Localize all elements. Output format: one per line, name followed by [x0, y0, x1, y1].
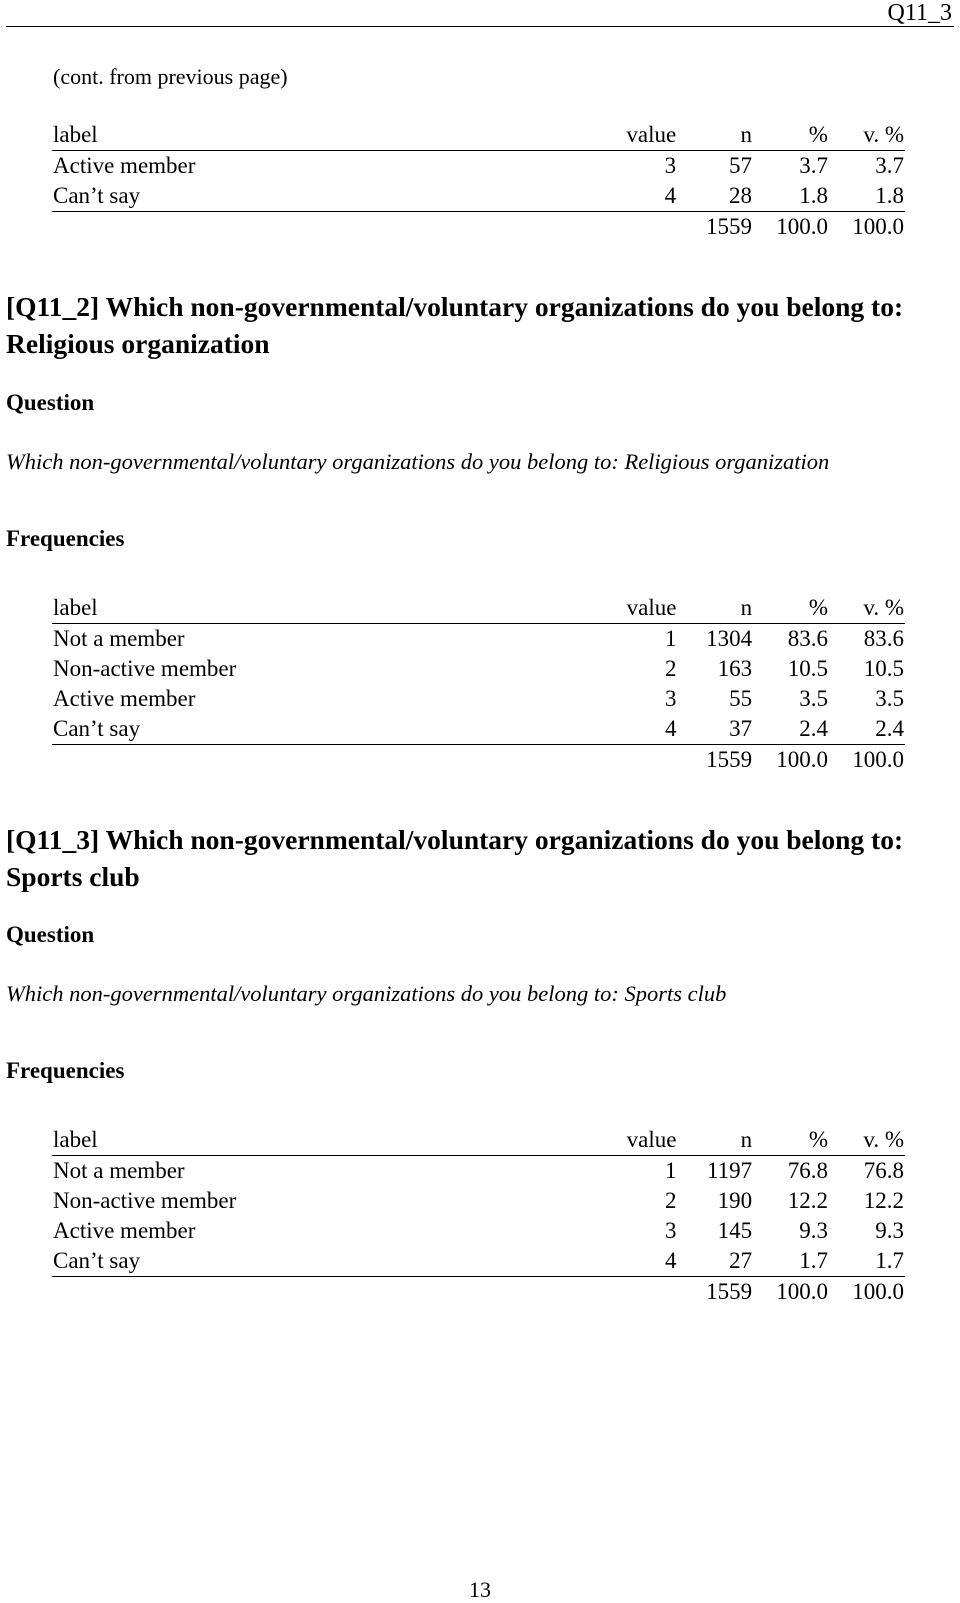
row-label: Active member — [53, 686, 196, 711]
table-row — [52, 624, 905, 655]
row-label: Not a member — [53, 626, 185, 651]
column-header-n: n — [740, 595, 753, 620]
column-header-percent: % — [808, 1127, 829, 1152]
table-row — [52, 684, 905, 714]
table-row — [52, 654, 905, 684]
row-percent: 1.7 — [799, 1248, 829, 1273]
row-n: 190 — [717, 1188, 753, 1213]
table-header-row — [52, 1125, 905, 1156]
row-n: 1304 — [706, 626, 753, 651]
frequency-table — [52, 1125, 905, 1307]
column-header-valid-percent: v. % — [863, 122, 904, 147]
table-total-row — [52, 745, 905, 776]
total-n: 1559 — [706, 1279, 753, 1304]
row-percent: 10.5 — [787, 656, 829, 681]
question-text: Which non-governmental/voluntary organizations do you belong to: Sports club — [6, 981, 727, 1006]
row-value: 3 — [664, 686, 677, 711]
table-total-row — [52, 212, 905, 243]
section-title: [Q11_2] Which non-governmental/voluntary organizations do you belong to: Religious organization — [6, 291, 904, 359]
row-value: 3 — [664, 1218, 677, 1243]
row-valid-percent: 76.8 — [863, 1158, 904, 1183]
column-header-label: label — [53, 595, 98, 620]
row-value: 3 — [664, 153, 677, 178]
row-percent: 1.8 — [799, 183, 828, 208]
row-percent: 76.8 — [787, 1158, 829, 1183]
total-valid-percent: 100.0 — [852, 214, 904, 239]
row-percent: 2.4 — [799, 716, 829, 741]
column-header-percent: % — [808, 122, 828, 147]
column-header-label: label — [53, 122, 98, 147]
row-valid-percent: 2.4 — [875, 716, 904, 741]
row-valid-percent: 3.5 — [875, 686, 904, 711]
row-n: 55 — [729, 686, 753, 711]
row-label: Can’t say — [53, 1248, 141, 1273]
row-n: 28 — [728, 183, 752, 208]
running-head-label: Q11_3 — [887, 0, 952, 26]
table-row — [52, 181, 905, 212]
row-valid-percent: 3.7 — [875, 153, 904, 178]
row-n: 145 — [717, 1218, 753, 1243]
row-n: 1197 — [706, 1158, 753, 1183]
row-valid-percent: 1.7 — [875, 1248, 904, 1273]
row-label: Non-active member — [53, 1188, 237, 1213]
table-row — [52, 1216, 905, 1246]
column-header-valid-percent: v. % — [863, 595, 904, 620]
table-total-row — [52, 1277, 905, 1308]
continued-frequency-table — [52, 120, 905, 242]
row-percent: 3.7 — [799, 153, 828, 178]
row-value: 4 — [664, 183, 677, 208]
total-percent: 100.0 — [776, 214, 828, 239]
question-heading: Question — [6, 390, 95, 415]
continuation-note: (cont. from previous page) — [53, 64, 288, 89]
table-header-row — [52, 593, 905, 624]
question-heading: Question — [6, 922, 95, 947]
row-n: 27 — [729, 1248, 753, 1273]
total-n: 1559 — [706, 747, 753, 772]
row-value: 2 — [664, 1188, 677, 1213]
row-label: Not a member — [53, 1158, 185, 1183]
row-value: 2 — [664, 656, 677, 681]
page-number: 13 — [469, 1577, 491, 1602]
row-label: Can’t say — [53, 716, 141, 741]
total-percent: 100.0 — [776, 747, 829, 772]
row-value: 1 — [664, 1158, 677, 1183]
row-valid-percent: 10.5 — [863, 656, 904, 681]
row-value: 4 — [664, 716, 677, 741]
row-n: 163 — [717, 656, 753, 681]
table-row — [52, 151, 905, 182]
column-header-valid-percent: v. % — [863, 1127, 904, 1152]
table-header-row — [52, 120, 905, 151]
table-row — [52, 1246, 905, 1277]
row-valid-percent: 83.6 — [863, 626, 904, 651]
total-percent: 100.0 — [776, 1279, 829, 1304]
row-n: 57 — [728, 153, 752, 178]
table-row — [52, 1156, 905, 1187]
column-header-value: value — [626, 1127, 677, 1152]
row-label: Active member — [53, 1218, 196, 1243]
row-label: Can’t say — [53, 183, 141, 208]
column-header-value: value — [626, 122, 677, 147]
row-percent: 9.3 — [799, 1218, 829, 1243]
row-percent: 12.2 — [787, 1188, 829, 1213]
row-percent: 3.5 — [799, 686, 829, 711]
row-value: 1 — [664, 626, 677, 651]
frequencies-heading: Frequencies — [6, 526, 125, 551]
row-valid-percent: 9.3 — [875, 1218, 904, 1243]
row-valid-percent: 1.8 — [875, 183, 904, 208]
total-n: 1559 — [705, 214, 752, 239]
column-header-percent: % — [808, 595, 829, 620]
row-percent: 83.6 — [787, 626, 829, 651]
frequency-table — [52, 593, 905, 775]
row-n: 37 — [729, 716, 753, 741]
row-label: Active member — [53, 153, 196, 178]
running-head — [6, 0, 954, 27]
table-row — [52, 1186, 905, 1216]
column-header-label: label — [53, 1127, 98, 1152]
row-label: Non-active member — [53, 656, 237, 681]
total-valid-percent: 100.0 — [852, 747, 904, 772]
row-value: 4 — [664, 1248, 677, 1273]
column-header-value: value — [626, 595, 677, 620]
total-valid-percent: 100.0 — [852, 1279, 904, 1304]
column-header-n: n — [740, 1127, 753, 1152]
column-header-n: n — [740, 122, 752, 147]
table-row — [52, 714, 905, 745]
section-title: [Q11_3] Which non-governmental/voluntary organizations do you belong to: Sports club — [6, 824, 904, 892]
row-valid-percent: 12.2 — [863, 1188, 904, 1213]
frequencies-heading: Frequencies — [6, 1058, 125, 1083]
question-text: Which non-governmental/voluntary organizations do you belong to: Religious organization — [6, 449, 830, 474]
